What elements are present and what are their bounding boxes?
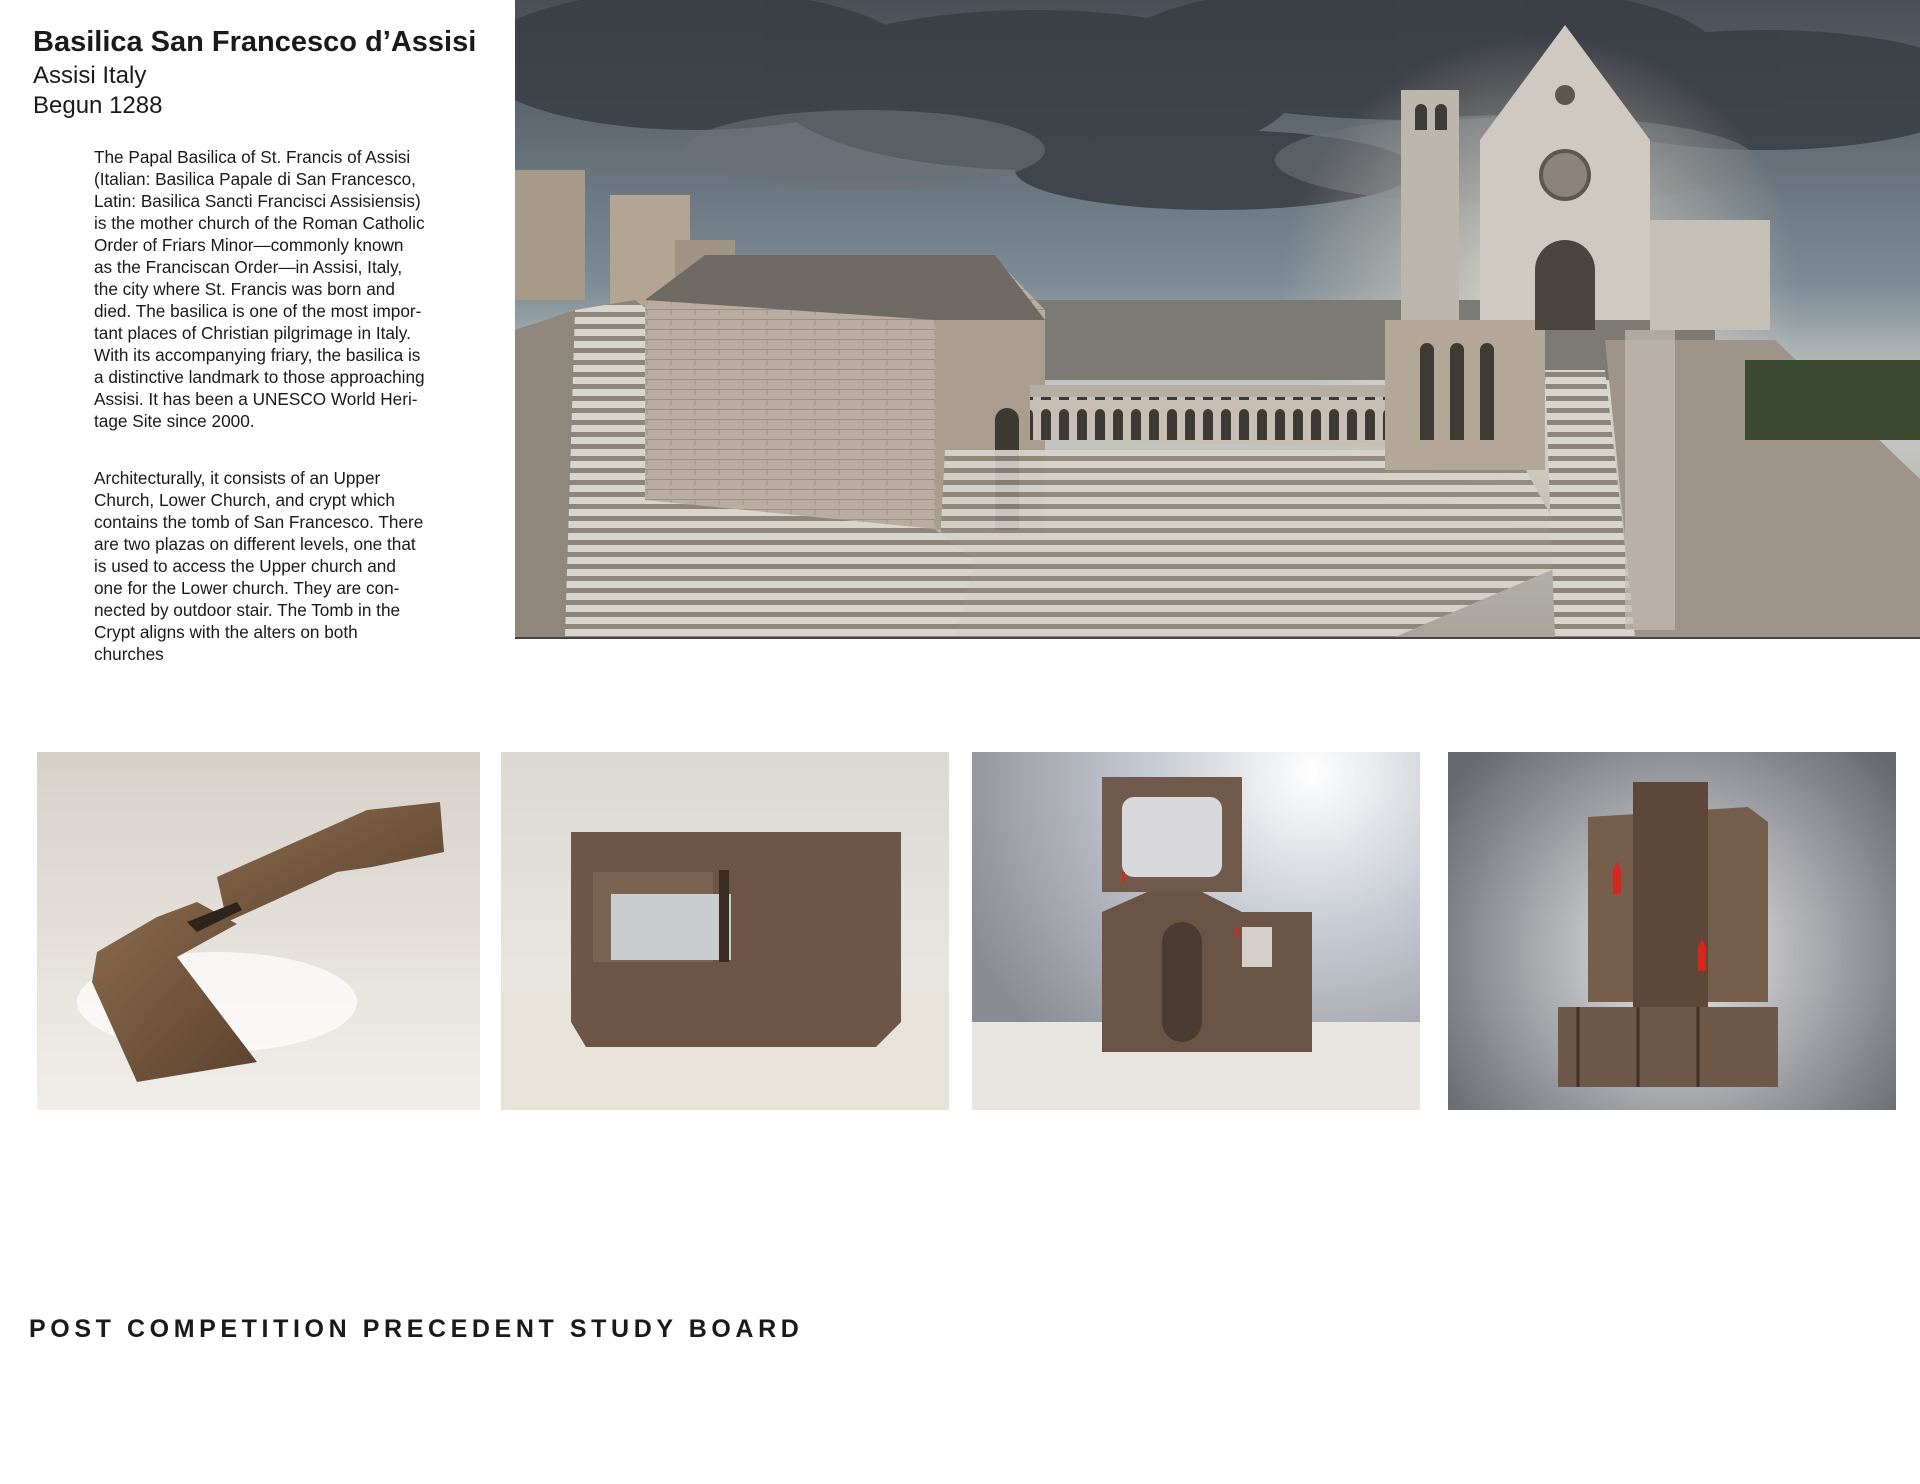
board-title: Basilica San Francesco d’Assisi	[33, 26, 477, 58]
model-photo-3	[972, 752, 1420, 1110]
text-line: died. The basilica is one of the most impor-	[94, 301, 422, 321]
description-paragraph-2	[94, 467, 454, 665]
text-line: as the Franciscan Order—in Assisi, Italy,	[94, 257, 403, 277]
text-line: Architecturally, it consists of an Upper	[94, 468, 381, 488]
text-line: With its accompanying friary, the basilica is	[94, 345, 421, 365]
text-line: contains the tomb of San Francesco. There	[94, 512, 424, 532]
board-footer-label: POST COMPETITION PRECEDENT STUDY BOARD	[29, 1315, 804, 1343]
text-line: Latin: Basilica Sancti Francisci Assisiensis)	[94, 191, 421, 211]
text-line: nected by outdoor stair. The Tomb in the	[94, 600, 401, 620]
text-line: Order of Friars Minor—commonly known	[94, 235, 404, 255]
text-line: Church, Lower Church, and crypt which	[94, 490, 395, 510]
location-text: Assisi Italy	[33, 62, 147, 89]
description-paragraph-1	[94, 146, 454, 432]
text-line: are two plazas on different levels, one that	[94, 534, 416, 554]
text-line: tage Site since 2000.	[94, 411, 255, 431]
text-line: (Italian: Basilica Papale di San Francesco,	[94, 169, 416, 189]
text-line: is the mother church of the Roman Catholic	[94, 213, 425, 233]
model-photo-1	[37, 752, 480, 1110]
text-line: a distinctive landmark to those approaching	[94, 367, 425, 387]
model-photo-4	[1448, 752, 1896, 1110]
text-line: the city where St. Francis was born and	[94, 279, 395, 299]
text-line: churches	[94, 644, 164, 664]
basilica-panorama-photo	[515, 0, 1920, 639]
date-text: Begun 1288	[33, 92, 163, 119]
text-line: The Papal Basilica of St. Francis of Assisi	[94, 147, 411, 167]
text-line: tant places of Christian pilgrimage in Italy.	[94, 323, 411, 343]
model-photo-2	[501, 752, 949, 1110]
text-line: is used to access the Upper church and	[94, 556, 396, 576]
text-line: one for the Lower church. They are con-	[94, 578, 400, 598]
text-line: Assisi. It has been a UNESCO World Heri-	[94, 389, 418, 409]
text-line: Crypt aligns with the alters on both	[94, 622, 358, 642]
